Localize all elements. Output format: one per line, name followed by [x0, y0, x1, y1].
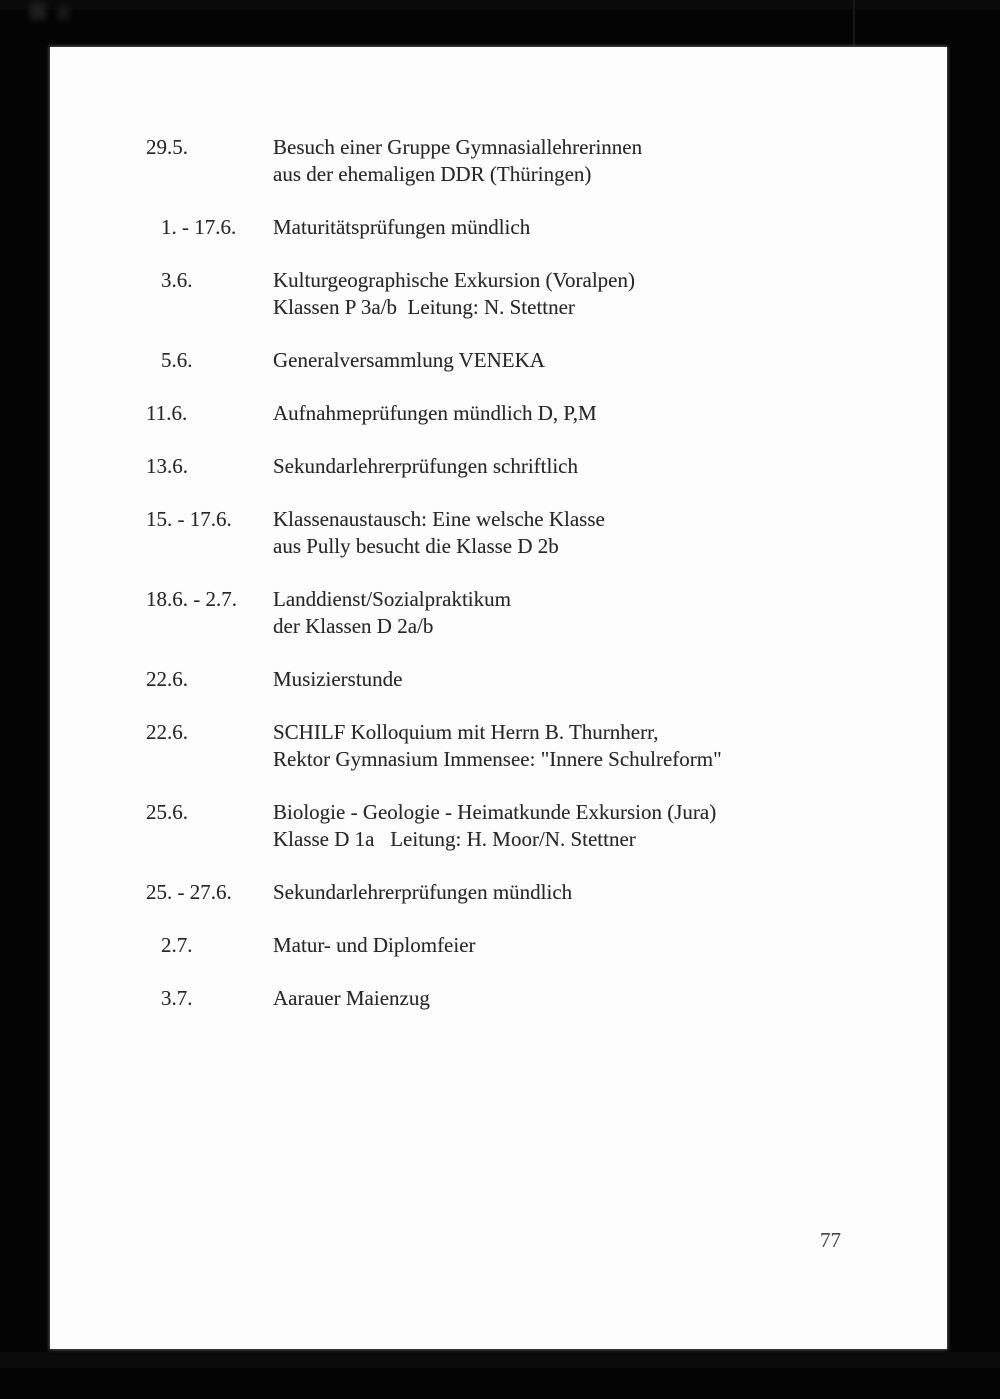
event-description — [273, 400, 886, 427]
event-row — [146, 719, 886, 773]
event-date: 3.7. — [161, 986, 193, 1010]
event-row — [146, 347, 886, 374]
event-description-line: Klassen P 3a/b Leitung: N. Stettner — [273, 295, 575, 319]
event-list — [146, 134, 886, 1038]
event-description — [273, 985, 886, 1012]
event-description — [273, 719, 886, 773]
event-date: 15. - 17.6. — [146, 507, 232, 531]
event-description-line: Musizierstunde — [273, 667, 403, 691]
event-date: 5.6. — [161, 348, 193, 372]
event-row — [146, 879, 886, 906]
scan-artifact-vertical-line — [853, 0, 855, 47]
event-row — [146, 267, 886, 321]
event-description-line: Besuch einer Gruppe Gymnasiallehrerinnen — [273, 135, 643, 159]
event-description-line: Matur- und Diplomfeier — [273, 933, 476, 957]
event-description-line: SCHILF Kolloquium mit Herrn B. Thurnherr, — [273, 720, 659, 744]
scan-artifact-top-band — [0, 0, 1000, 10]
event-date: 13.6. — [146, 454, 188, 478]
event-row — [146, 586, 886, 640]
event-description-line: Aarauer Maienzug — [273, 986, 430, 1010]
event-date: 22.6. — [146, 720, 188, 744]
event-row — [146, 985, 886, 1012]
event-description — [273, 214, 886, 241]
event-row — [146, 134, 886, 188]
event-date: 3.6. — [161, 268, 193, 292]
event-description — [273, 586, 886, 640]
event-description — [273, 932, 886, 959]
event-description-line: aus der ehemaligen DDR (Thüringen) — [273, 162, 592, 186]
event-description-line: Rektor Gymnasium Immensee: "Innere Schulreform" — [273, 747, 722, 771]
event-date: 11.6. — [146, 401, 188, 425]
event-row — [146, 666, 886, 693]
event-row — [146, 799, 886, 853]
event-row — [146, 506, 886, 560]
event-date: 22.6. — [146, 667, 188, 691]
event-description-line: Maturitätsprüfungen mündlich — [273, 215, 531, 239]
event-row — [146, 453, 886, 480]
event-description — [273, 453, 886, 480]
event-description — [273, 347, 886, 374]
event-description — [273, 666, 886, 693]
scan-artifact-smudge — [58, 6, 69, 20]
scan-artifact-smudge — [30, 2, 46, 20]
event-description-line: Sekundarlehrerprüfungen schriftlich — [273, 454, 578, 478]
event-description — [273, 134, 886, 188]
event-row — [146, 214, 886, 241]
event-description-line: Sekundarlehrerprüfungen mündlich — [273, 880, 573, 904]
event-description-line: Kulturgeographische Exkursion (Voralpen) — [273, 268, 635, 292]
event-description-line: Klassenaustausch: Eine welsche Klasse — [273, 507, 605, 531]
event-date: 25. - 27.6. — [146, 880, 232, 904]
event-description-line: Aufnahmeprüfungen mündlich D, P,M — [273, 401, 597, 425]
event-date: 2.7. — [161, 933, 193, 957]
event-row — [146, 400, 886, 427]
event-description-line: Generalversammlung VENEKA — [273, 348, 545, 372]
event-date: 18.6. - 2.7. — [146, 587, 237, 611]
scan-artifact-bottom-band — [0, 1352, 1000, 1368]
event-description-line: Landdienst/Sozialpraktikum — [273, 587, 511, 611]
event-description-line: aus Pully besucht die Klasse D 2b — [273, 534, 559, 558]
event-date: 1. - 17.6. — [161, 215, 237, 239]
event-date: 25.6. — [146, 800, 188, 824]
page-number: 77 — [820, 1228, 841, 1252]
event-description — [273, 506, 886, 560]
event-date: 29.5. — [146, 135, 188, 159]
event-description — [273, 879, 886, 906]
event-description — [273, 267, 886, 321]
event-description-line: Biologie - Geologie - Heimatkunde Exkursion (Jura) — [273, 800, 717, 824]
event-description — [273, 799, 886, 853]
event-description-line: Klasse D 1a Leitung: H. Moor/N. Stettner — [273, 827, 636, 851]
document-page — [50, 47, 947, 1349]
event-description-line: der Klassen D 2a/b — [273, 614, 434, 638]
event-row — [146, 932, 886, 959]
